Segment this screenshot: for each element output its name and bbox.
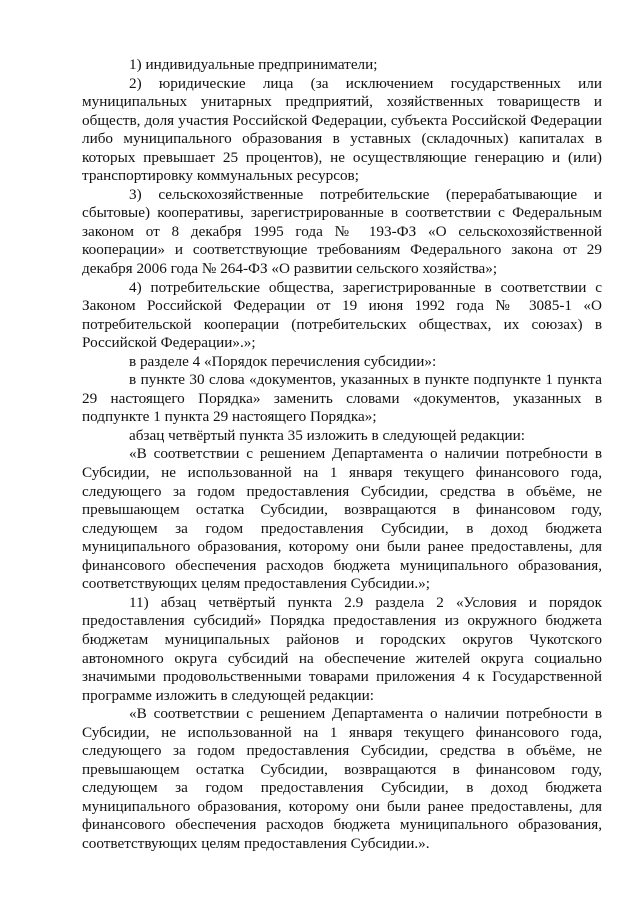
document-page	[82, 56, 602, 854]
paragraph-item-11-new-text: «В соответствии с решением Департамента о наличии потребности в Субсидии, не использованной на 1 января текущего финансового года, следующего за годом предоставления Субсидии, средства в объёме, не превышающем остатка Субсидии, возвращаются в финансовом году, следующем за годом предоставления Субсидии, в доход бюджета муниципального образования, которому они были ранее предоставлены, для финансового обеспечения расходов бюджета муниципального образования, соответствующих целям предоставления Субсидии.».	[82, 705, 602, 852]
paragraph-item-1-individual-entrepreneurs: 1) индивидуальные предприниматели;	[129, 56, 378, 73]
paragraph-clause-30-amendment: в пункте 30 слова «документов, указанных в пункте подпункте 1 пункта 29 настоящего Порядка» заменить словами «документов, указанных в подпункте 1 пункта 29 настоящего Порядка»;	[82, 371, 602, 426]
paragraph-clause-35-new-text: «В соответствии с решением Департамента о наличии потребности в Субсидии, не использованной на 1 января текущего финансового года, следующего за годом предоставления Субсидии, средства в объёме, не превышающем остатка Субсидии, возвращаются в финансовом году, следующем за годом предоставления Субсидии, в доход бюджета муниципального образования, которому они были ранее предоставлены, для финансового обеспечения расходов бюджета муниципального образования, соответствующих целям предоставления Субсидии.»;	[82, 445, 602, 593]
paragraph-item-11-amendment: 11) абзац четвёртый пункта 2.9 раздела 2 «Условия и порядок предоставления субсидий» Порядка предоставления из окружного бюджета бюджетам муниципальных районов и городских округов Чукотского автономного округа субсидий на обеспечение жителей округа социально значимыми продовольственными товарами приложения 4 к Государственной программе изложить в следующей редакции:	[82, 593, 602, 704]
paragraph-section-4-intro: в разделе 4 «Порядок перечисления субсидии»:	[129, 352, 437, 370]
paragraph-item-2-legal-entities: 2) юридические лица (за исключением государственных или муниципальных унитарных предприятий, хозяйственных товариществ и обществ, доля участия Российской Федерации, субъекта Российской Федерации либо муниципального образования в уставных (складочных) капиталах в которых превышает 25 процентов), не осуществляющие генерацию и (или) транспортировку коммунальных ресурсов;	[82, 74, 602, 185]
paragraph-clause-35-intro: абзац четвёртый пункта 35 изложить в следующей редакции:	[129, 426, 525, 444]
paragraph-item-3-cooperatives: 3) сельскохозяйственные потребительские (перерабатывающие и сбытовые) кооперативы, зарегистрированные в соответствии с Федеральным законом от 8 декабря 1995 года № 193-ФЗ «О сельскохозяйственной кооперации» и соответствующие требованиям Федерального закона от 29 декабря 2006 года № 264-ФЗ «О развитии сельского хозяйства»;	[82, 185, 602, 278]
paragraph-item-4-consumer-societies: 4) потребительские общества, зарегистрированные в соответствии с Законом Российской Федерации от 19 июня 1992 года № 3085-1 «О потребительской кооперации (потребительских обществах, их союзах) в Российской Федерации».»;	[82, 278, 602, 352]
